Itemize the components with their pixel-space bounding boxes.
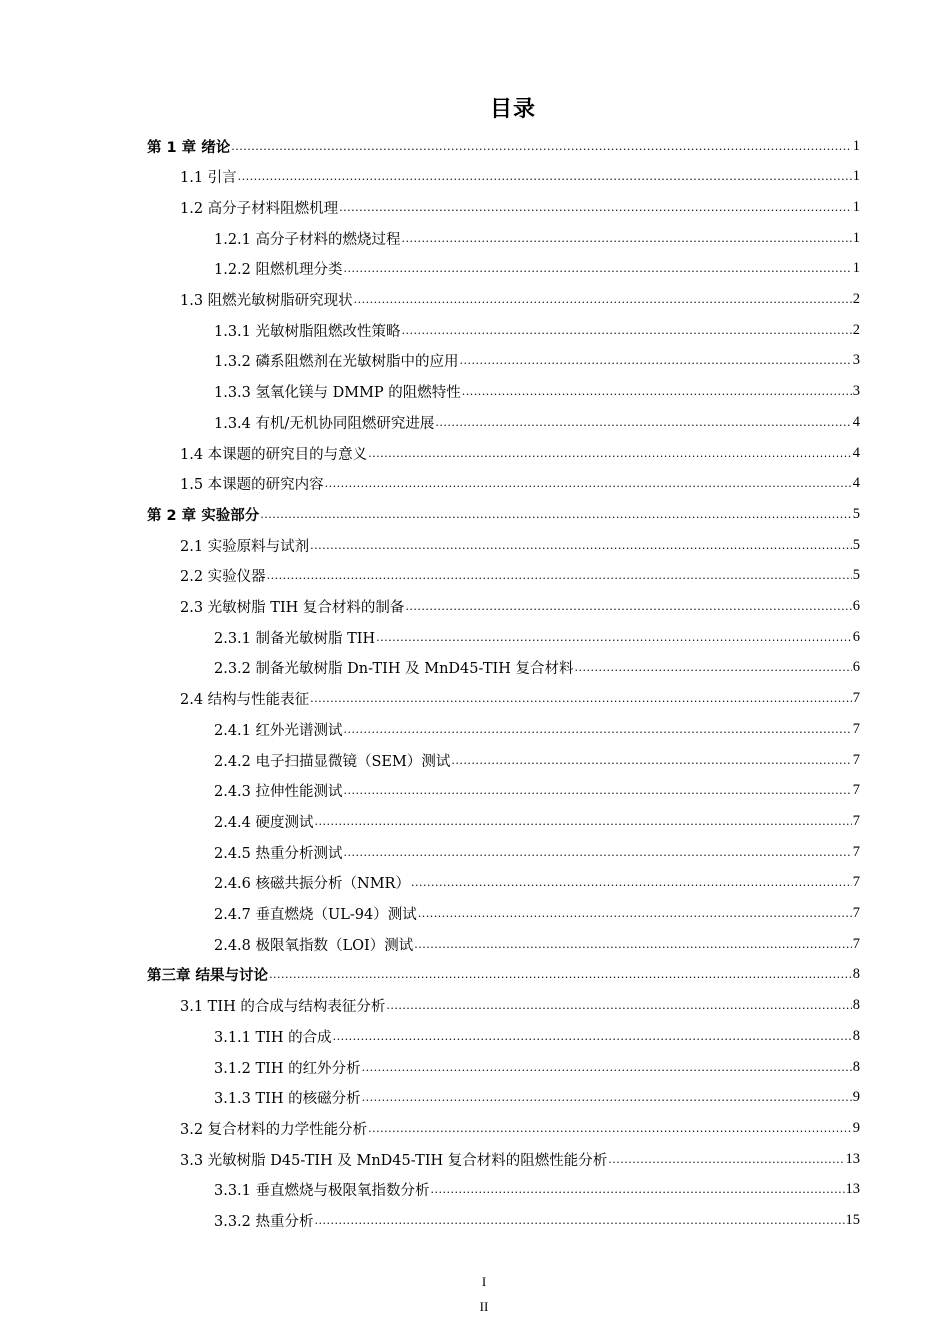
toc-dot-leader: [431, 1183, 845, 1196]
toc-dot-leader: [460, 354, 852, 367]
toc-entry[interactable]: [214, 346, 860, 376]
toc-dot-leader: [414, 938, 852, 951]
toc-entry-label: 3.2 复合材料的力学性能分析: [180, 1121, 368, 1138]
toc-entry[interactable]: [180, 684, 860, 714]
toc-entry[interactable]: [214, 776, 860, 806]
toc-entry[interactable]: [180, 592, 860, 622]
toc-entry[interactable]: [214, 653, 860, 683]
toc-entry-label: 2.4.6 核磁共振分析（NMR）: [214, 876, 410, 893]
page-number: I: [481, 1274, 487, 1289]
toc-entry[interactable]: [180, 162, 860, 192]
toc-entry[interactable]: [180, 561, 860, 591]
toc-dot-leader: [402, 324, 852, 337]
toc-entry-label: 2.4.8 极限氧指数（LOI）测试: [214, 937, 414, 954]
toc-entry-page: 15: [845, 1212, 860, 1228]
toc-dot-leader: [238, 170, 852, 183]
toc-entry-label: 2.4.1 红外光谱测试: [214, 722, 343, 739]
toc-dot-leader: [575, 661, 852, 674]
toc-entry[interactable]: [214, 1083, 860, 1113]
toc-entry-label: 1.2.1 高分子材料的燃烧过程: [214, 231, 401, 248]
toc-dot-leader: [608, 1153, 844, 1166]
toc-entry-label: 2.3 光敏树脂 TIH 复合材料的制备: [180, 600, 405, 616]
toc-entry-label: 1.4 本课题的研究目的与意义: [180, 446, 368, 463]
toc-entry-label: 2.4.4 硬度测试: [214, 814, 314, 831]
toc-entry-label: 1.3.3 氢氧化镁与 DMMP 的阻燃特性: [214, 385, 461, 402]
toc-entry[interactable]: [214, 868, 860, 898]
toc-entry-page: 1: [852, 260, 860, 277]
toc-entry[interactable]: [214, 714, 860, 744]
toc-entry-label: 3.3.1 垂直燃烧与极限氧指数分析: [214, 1183, 430, 1200]
toc-entry[interactable]: [214, 254, 860, 284]
toc-entry-label: 3.1 TIH 的合成与结构表征分析: [180, 999, 386, 1016]
toc-dot-leader: [267, 569, 852, 582]
toc-entry-label: 3.3.2 热重分析: [214, 1214, 314, 1230]
toc-entry-page: 7: [852, 720, 860, 737]
toc-entry-page: 7: [852, 690, 860, 707]
toc-entry-label: 3.1.3 TIH 的核磁分析: [214, 1091, 361, 1108]
toc-dot-leader: [310, 692, 852, 705]
toc-dot-leader: [354, 293, 852, 306]
toc-entry-label: 1.3 阻燃光敏树脂研究现状: [180, 293, 353, 309]
toc-dot-leader: [260, 508, 852, 521]
toc-entry[interactable]: [180, 192, 860, 222]
toc-entry-page: 3: [852, 352, 860, 369]
toc-entry[interactable]: [214, 745, 860, 775]
toc-entry-page: 7: [852, 782, 860, 799]
toc-entry-label: 2.1 实验原料与试剂: [180, 538, 310, 555]
toc-entry-page: 4: [852, 413, 860, 430]
toc-entry-page: 6: [852, 659, 860, 676]
toc-entry-label: 1.3.4 有机/无机协同阻燃研究进展: [214, 415, 435, 432]
toc-entry[interactable]: [214, 622, 860, 652]
toc-dot-leader: [418, 907, 852, 920]
toc-dot-leader: [333, 1030, 852, 1043]
toc-entry-page: 5: [852, 567, 860, 584]
toc-entry-page: 6: [852, 628, 860, 645]
toc-entry-page: 1: [852, 198, 860, 215]
toc-entry[interactable]: [180, 469, 860, 499]
toc-dot-leader: [315, 1214, 845, 1227]
toc-entry[interactable]: [214, 377, 860, 407]
toc-entry[interactable]: [180, 530, 860, 560]
toc-dot-leader: [339, 201, 852, 214]
toc-entry-page: 2: [852, 291, 860, 307]
toc-entry-page: 7: [852, 935, 860, 952]
toc-entry[interactable]: [214, 1206, 860, 1236]
toc-entry-page: 7: [852, 812, 860, 829]
toc-dot-leader: [451, 754, 851, 767]
toc-entry-page: 7: [852, 751, 860, 768]
toc-dot-leader: [310, 539, 852, 552]
toc-dot-leader: [344, 723, 852, 736]
toc-entry-label: 2.4.2 电子扫描显微镜（SEM）测试: [214, 753, 451, 770]
toc-entry[interactable]: [180, 1144, 860, 1174]
toc-dot-leader: [325, 477, 852, 490]
toc-entry-label: 1.2.2 阻燃机理分类: [214, 262, 343, 279]
toc-entry-page: 8: [852, 1027, 860, 1044]
toc-entry-page: 13: [845, 1150, 860, 1167]
toc-entry-label: 2.3.2 制备光敏树脂 Dn-TIH 及 MnD45-TIH 复合材料: [214, 661, 574, 678]
toc-entry[interactable]: [214, 1052, 860, 1082]
toc-entry[interactable]: [180, 438, 860, 468]
toc-entry-label: 1.3.1 光敏树脂阻燃改性策略: [214, 323, 401, 340]
toc-entry[interactable]: [180, 991, 860, 1021]
toc-entry-label: 2.4.5 热重分析测试: [214, 845, 343, 862]
toc-entry-page: 9: [852, 1089, 860, 1106]
toc-entry-label: 1.1 引言: [180, 170, 237, 187]
toc-dot-leader: [315, 815, 852, 828]
toc-dot-leader: [344, 262, 852, 275]
toc-entry-label: 2.4.3 拉伸性能测试: [214, 784, 343, 801]
toc-entry-label: 2.3.1 制备光敏树脂 TIH: [214, 630, 376, 647]
toc-entry-label: 1.3.2 磷系阻燃剂在光敏树脂中的应用: [214, 354, 459, 371]
toc-entry-page: 7: [852, 843, 860, 860]
toc-entry[interactable]: [147, 960, 860, 990]
toc-entry-label: 3.1.2 TIH 的红外分析: [214, 1060, 361, 1077]
toc-entry-label: 1.5 本课题的研究内容: [180, 477, 324, 494]
toc-entry-label: 第 2 章 实验部分: [147, 507, 260, 524]
toc-entry-page: 5: [852, 505, 860, 522]
toc-entry-page: 9: [852, 1119, 860, 1136]
toc-dot-leader: [368, 1122, 852, 1135]
toc-entry-label: 3.1.1 TIH 的合成: [214, 1029, 332, 1046]
toc-dot-leader: [344, 846, 852, 859]
toc-entry[interactable]: [214, 315, 860, 345]
toc-dot-leader: [269, 968, 852, 981]
toc-entry-page: 2: [852, 321, 860, 338]
toc-dot-leader: [402, 232, 852, 245]
toc-entry[interactable]: [147, 499, 860, 529]
toc-entry[interactable]: [180, 1113, 860, 1143]
toc-entry[interactable]: [214, 223, 860, 253]
toc-entry-page: 4: [852, 444, 860, 461]
toc-dot-leader: [344, 784, 852, 797]
toc-entry-label: 第三章 结果与讨论: [147, 968, 269, 985]
toc-dot-leader: [435, 416, 851, 429]
page-number-secondary: II: [479, 1299, 489, 1314]
page-title: 目录: [489, 97, 536, 122]
toc-entry-page: 1: [852, 137, 860, 154]
toc-entry-page: 8: [852, 1058, 860, 1075]
toc-entry-page: 8: [852, 997, 860, 1014]
toc-dot-leader: [231, 140, 852, 153]
toc-dot-leader: [405, 600, 851, 613]
toc-entry-label: 第 1 章 绪论: [147, 139, 231, 156]
toc-entry-label: 1.2 高分子材料阻燃机理: [180, 200, 339, 217]
toc-entry-page: 1: [852, 168, 860, 185]
toc-dot-leader: [376, 631, 852, 644]
toc-entry[interactable]: [214, 1175, 860, 1205]
toc-entry-page: 3: [852, 383, 860, 400]
toc-entry[interactable]: [214, 929, 860, 959]
toc-entry-page: 13: [845, 1181, 860, 1198]
toc-entry[interactable]: [214, 837, 860, 867]
toc-entry[interactable]: [214, 1021, 860, 1051]
toc-entry[interactable]: [214, 806, 860, 836]
toc-entry[interactable]: [147, 131, 860, 161]
toc-entry-page: 7: [852, 905, 860, 921]
toc-entry-page: 6: [852, 598, 860, 614]
toc-entry[interactable]: [214, 407, 860, 437]
toc-entry-page: 4: [852, 475, 860, 492]
toc-entry[interactable]: [180, 285, 860, 315]
toc-dot-leader: [411, 876, 852, 889]
toc-entry-label: 2.2 实验仪器: [180, 569, 266, 586]
toc-entry-page: 5: [852, 536, 860, 553]
toc-dot-leader: [368, 447, 852, 460]
toc-entry-label: 3.3 光敏树脂 D45-TIH 及 MnD45-TIH 复合材料的阻燃性能分析: [180, 1152, 608, 1169]
toc-dot-leader: [362, 1091, 852, 1104]
toc-entry-label: 2.4 结构与性能表征: [180, 692, 310, 709]
toc-dot-leader: [386, 999, 851, 1012]
toc-dot-leader: [462, 385, 852, 398]
toc-entry-page: 7: [852, 874, 860, 891]
toc-entry-page: 8: [852, 966, 860, 983]
toc-dot-leader: [362, 1061, 852, 1074]
toc-entry-label: 2.4.7 垂直燃烧（UL-94）测试: [214, 907, 417, 923]
toc-entry[interactable]: [214, 899, 860, 929]
toc-entry-page: 1: [852, 229, 860, 246]
